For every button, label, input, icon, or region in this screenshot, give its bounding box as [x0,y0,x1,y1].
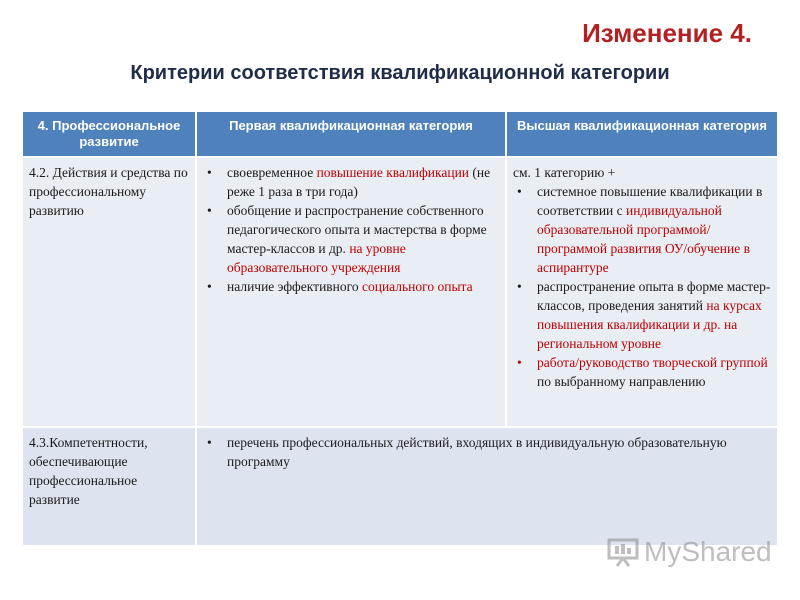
highest-category-list [513,182,771,391]
list-item [537,182,771,277]
list-item [537,277,771,353]
criterion-cell: 4.3.Компетентности, обеспечивающие профессиональное развитие [23,427,196,545]
highlighted-text: индивидуальной образовательной программой/ программой развития ОУ/обучение в аспирантуре [537,203,750,275]
merged-category-list [203,433,771,471]
list-item [227,277,499,296]
first-category-cell [196,157,506,427]
highest-category-cell [506,157,777,427]
criterion-cell: 4.2. Действия и средства по профессиональному развитию [23,157,196,427]
highlighted-text: повышение квалификации [316,165,470,180]
watermark-text: MyShared [644,536,772,567]
table-header-row [23,112,777,157]
presentation-board-icon [606,537,640,567]
highlighted-text: работа/руководство творческой группой [537,355,768,370]
list-text: по выбранному направлению [537,374,706,389]
list-text: наличие эффективного [227,279,362,294]
list-item [227,163,499,201]
list-text: своевременное [227,165,317,180]
header-highest-category: Высшая квалификационная категория [506,112,777,157]
list-text: распространение опыта в форме мастер-классов, проведения занятий [537,279,771,313]
table-row [23,157,777,427]
highlighted-text: на курсах повышения квалификации и др. на региональном уровне [537,298,762,351]
highlighted-text: на уровне образовательного учреждения [227,241,406,275]
highest-intro: см. 1 категорию + [513,165,616,180]
list-text: (не реже 1 раза в три года) [227,165,491,199]
list-text: обобщение и распространение собственного педагогического опыта и мастерства в форме мастер-классов и др. [227,203,487,256]
watermark [606,536,772,568]
criteria-table [23,112,777,545]
highlighted-text: социального опыта [361,279,473,294]
list-item: • перечень профессиональных действий, входящих в индивидуальную образовательную программу [227,433,771,471]
list-text: системное повышение квалификации в соответствии с [537,184,763,218]
page-title: Критерии соответствия квалификационной категории [130,62,670,84]
merged-category-cell [196,427,777,545]
first-category-list [203,163,499,296]
list-item [537,353,771,391]
header-first-category: Первая квалификационная категория [196,112,506,157]
change-title: Изменение 4. [582,18,752,48]
list-item [227,201,499,277]
table-row [23,427,777,545]
header-criterion: 4. Профессиональное развитие [23,112,196,157]
